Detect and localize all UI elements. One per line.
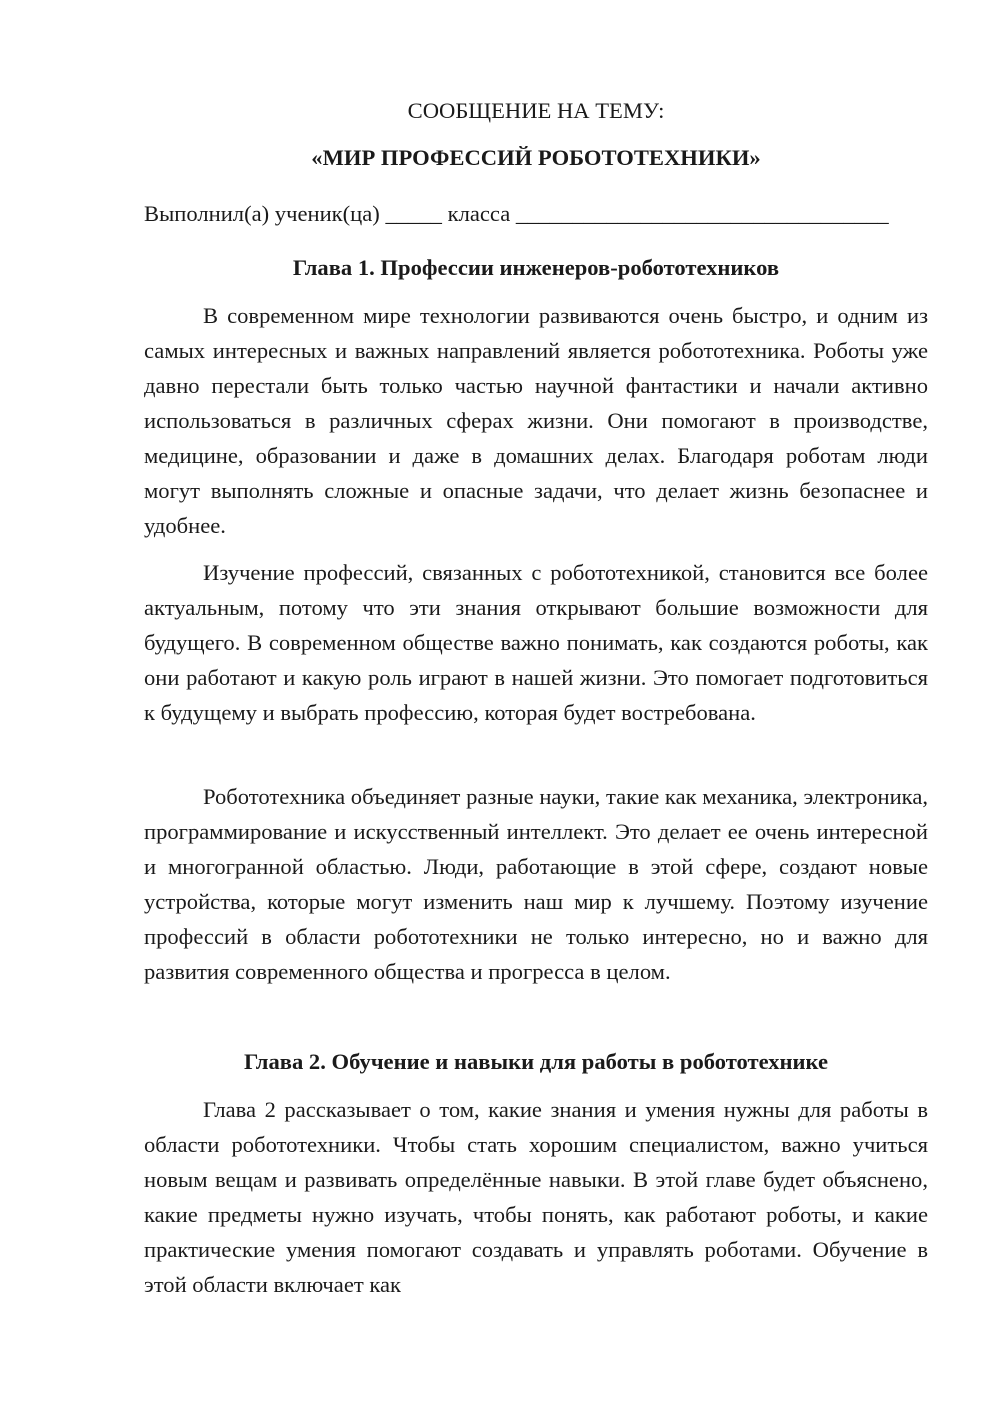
student-info-line: Выполнил(а) ученик(ца) _____ класса _________________________________ (144, 201, 889, 226)
chapter-1-paragraph-3: Робототехника объединяет разные науки, такие как механика, электроника, программирование и искусственный интеллект. Это делает ее очень интересной и многогранной областью. Люди, работающие в этой сфере, создают новые устройства, которые могут изменить наш мир к лучшему. Поэтому изучение профессий в области робототехники не только интересно, но и важно для развития современного общества и прогресса в целом. (144, 784, 928, 984)
document-title-line-1: СООБЩЕНИЕ НА ТЕМУ: (407, 98, 665, 123)
chapter-1-heading: Глава 1. Профессии инженеров-робототехников (292, 255, 780, 280)
chapter-2-paragraph-1: Глава 2 рассказывает о том, какие знания и умения нужны для работы в области робототехники. Чтобы стать хорошим специалистом, важно учиться новым вещам и развивать определённые навыки. В этой главе будет объяснено, какие предметы нужно изучать, чтобы понять, как работают роботы, и какие практические умения помогают создавать и управлять роботами. Обучение в этой области включает как (144, 1097, 928, 1297)
document-title-line-2: «МИР ПРОФЕССИЙ РОБОТОТЕХНИКИ» (311, 145, 761, 170)
chapter-2-heading: Глава 2. Обучение и навыки для работы в робототехнике (243, 1049, 829, 1074)
chapter-1-paragraph-2: Изучение профессий, связанных с робототехникой, становится все более актуальным, потому что эти знания открывают большие возможности для будущего. В современном обществе важно понимать, как создаются роботы, как они работают и какую роль играют в нашей жизни. Это помогает подготовиться к будущему и выбрать профессию, которая будет востребована. (144, 560, 928, 725)
chapter-1-paragraph-1: В современном мире технологии развиваются очень быстро, и одним из самых интересных и важных направлений является робототехника. Роботы уже давно перестали быть только частью научной фантастики и начали активно использоваться в различных сферах жизни. Они помогают в производстве, медицине, образовании и даже в домашних делах. Благодаря роботам люди могут выполнять сложные и опасные задачи, что делает жизнь безопаснее и удобнее. (144, 303, 928, 538)
